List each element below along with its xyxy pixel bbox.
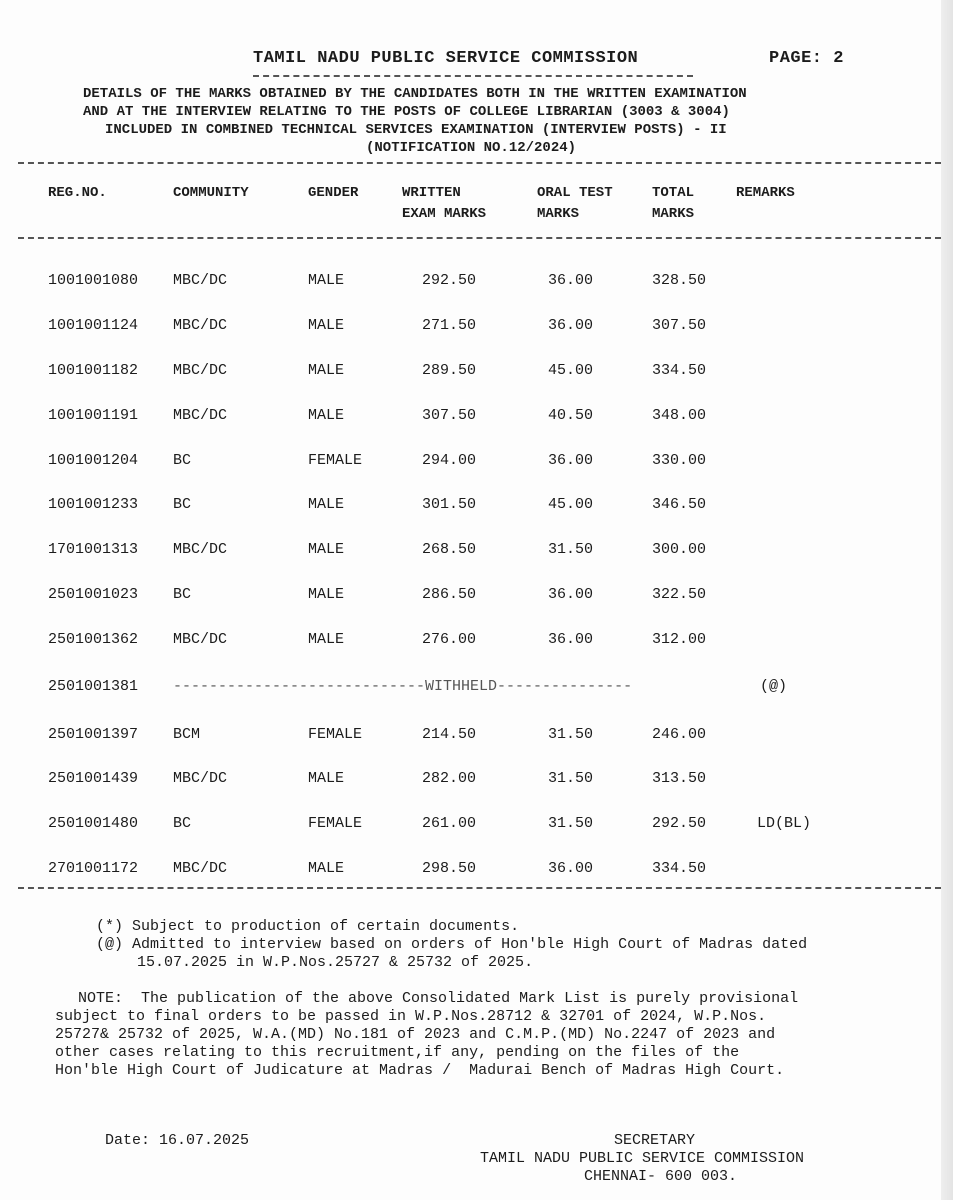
- gender: MALE: [308, 317, 345, 334]
- community: MBC/DC: [173, 631, 228, 648]
- oral-marks: 40.50: [548, 407, 594, 424]
- description-line-2: AND AT THE INTERVIEW RELATING TO THE POSTS OF COLLEGE LIBRARIAN (3003 & 3004): [83, 104, 730, 120]
- gender: MALE: [308, 407, 345, 424]
- date: Date: 16.07.2025: [105, 1132, 250, 1149]
- community: MBC/DC: [173, 317, 228, 334]
- col-header-total: TOTAL: [652, 185, 695, 201]
- community: BC: [173, 496, 192, 513]
- total-marks: 328.50: [652, 272, 707, 289]
- signatory-org: TAMIL NADU PUBLIC SERVICE COMMISSION: [480, 1150, 805, 1167]
- written-marks: 271.50: [422, 317, 477, 334]
- reg-no: 1001001191: [48, 407, 139, 424]
- col-header-total-2: MARKS: [652, 206, 695, 222]
- community: BC: [173, 586, 192, 603]
- written-marks: 261.00: [422, 815, 477, 832]
- col-header-reg-no: REG.NO.: [48, 185, 107, 201]
- written-marks: 298.50: [422, 860, 477, 877]
- note-line-5: Hon'ble High Court of Judicature at Madras / Madurai Bench of Madras High Court.: [55, 1062, 785, 1079]
- oral-marks: 36.00: [548, 860, 594, 877]
- reg-no: 2501001397: [48, 726, 139, 743]
- gender: MALE: [308, 272, 345, 289]
- community: MBC/DC: [173, 541, 228, 558]
- col-header-oral: ORAL TEST: [537, 185, 613, 201]
- reg-no: 2701001172: [48, 860, 139, 877]
- divider-bottom: [18, 887, 941, 889]
- oral-marks: 31.50: [548, 726, 594, 743]
- gender: MALE: [308, 362, 345, 379]
- col-header-remarks: REMARKS: [736, 185, 795, 201]
- note-line-1: NOTE: The publication of the above Consolidated Mark List is purely provisional: [78, 990, 799, 1007]
- remarks: LD(BL): [757, 815, 812, 832]
- total-marks: 307.50: [652, 317, 707, 334]
- oral-marks: 36.00: [548, 452, 594, 469]
- total-marks: 348.00: [652, 407, 707, 424]
- community: BC: [173, 815, 192, 832]
- total-marks: 292.50: [652, 815, 707, 832]
- description-line-3: INCLUDED IN COMBINED TECHNICAL SERVICES EXAMINATION (INTERVIEW POSTS) - II: [105, 122, 727, 138]
- oral-marks: 31.50: [548, 815, 594, 832]
- total-marks: 322.50: [652, 586, 707, 603]
- written-marks: 268.50: [422, 541, 477, 558]
- community: BC: [173, 452, 192, 469]
- note-line-4: other cases relating to this recruitment,if any, pending on the files of the: [55, 1044, 740, 1061]
- written-marks: 276.00: [422, 631, 477, 648]
- page-edge: [941, 0, 953, 1200]
- col-header-oral-2: MARKS: [537, 206, 580, 222]
- notification-line: (NOTIFICATION NO.12/2024): [366, 140, 577, 156]
- total-marks: 346.50: [652, 496, 707, 513]
- divider-top: [18, 162, 941, 164]
- note-line-3: 25727& 25732 of 2025, W.A.(MD) No.181 of 2023 and C.M.P.(MD) No.2247 of 2023 and: [55, 1026, 776, 1043]
- reg-no: 1701001313: [48, 541, 139, 558]
- reg-no: 2501001439: [48, 770, 139, 787]
- written-marks: 294.00: [422, 452, 477, 469]
- gender: MALE: [308, 496, 345, 513]
- org-title: TAMIL NADU PUBLIC SERVICE COMMISSION: [253, 49, 639, 68]
- total-marks: 313.50: [652, 770, 707, 787]
- title-underline: [253, 75, 693, 77]
- gender: MALE: [308, 541, 345, 558]
- oral-marks: 36.00: [548, 631, 594, 648]
- gender: FEMALE: [308, 815, 363, 832]
- reg-no: 1001001124: [48, 317, 139, 334]
- signatory-title: SECRETARY: [614, 1132, 696, 1149]
- total-marks: 300.00: [652, 541, 707, 558]
- written-marks: 292.50: [422, 272, 477, 289]
- community: MBC/DC: [173, 860, 228, 877]
- withheld-marker: ----------------------------WITHHELD---------------: [173, 678, 633, 695]
- written-marks: 301.50: [422, 496, 477, 513]
- reg-no: 2501001362: [48, 631, 139, 648]
- written-marks: 214.50: [422, 726, 477, 743]
- total-marks: 334.50: [652, 362, 707, 379]
- oral-marks: 45.00: [548, 496, 594, 513]
- gender: MALE: [308, 770, 345, 787]
- col-header-community: COMMUNITY: [173, 185, 249, 201]
- reg-no: 2501001381: [48, 678, 139, 695]
- gender: MALE: [308, 586, 345, 603]
- gender: FEMALE: [308, 726, 363, 743]
- note-line-2: subject to final orders to be passed in W.P.Nos.28712 & 32701 of 2024, W.P.Nos.: [55, 1008, 767, 1025]
- divider-header: [18, 237, 941, 239]
- oral-marks: 36.00: [548, 586, 594, 603]
- reg-no: 2501001023: [48, 586, 139, 603]
- oral-marks: 36.00: [548, 272, 594, 289]
- signatory-address: CHENNAI- 600 003.: [584, 1168, 738, 1185]
- footnote-at-continued: 15.07.2025 in W.P.Nos.25727 & 25732 of 2025.: [137, 954, 534, 971]
- community: MBC/DC: [173, 272, 228, 289]
- written-marks: 286.50: [422, 586, 477, 603]
- gender: FEMALE: [308, 452, 363, 469]
- total-marks: 330.00: [652, 452, 707, 469]
- gender: MALE: [308, 631, 345, 648]
- footnote-star: (*) Subject to production of certain documents.: [96, 918, 520, 935]
- col-header-written: WRITTEN: [402, 185, 461, 201]
- total-marks: 334.50: [652, 860, 707, 877]
- total-marks: 246.00: [652, 726, 707, 743]
- reg-no: 1001001204: [48, 452, 139, 469]
- page-number: PAGE: 2: [769, 49, 844, 68]
- remarks: (@): [760, 678, 788, 695]
- reg-no: 1001001182: [48, 362, 139, 379]
- description-line-1: DETAILS OF THE MARKS OBTAINED BY THE CANDIDATES BOTH IN THE WRITTEN EXAMINATION: [83, 86, 747, 102]
- community: MBC/DC: [173, 770, 228, 787]
- reg-no: 1001001080: [48, 272, 139, 289]
- community: MBC/DC: [173, 407, 228, 424]
- col-header-written-2: EXAM MARKS: [402, 206, 487, 222]
- community: BCM: [173, 726, 201, 743]
- total-marks: 312.00: [652, 631, 707, 648]
- reg-no: 2501001480: [48, 815, 139, 832]
- gender: MALE: [308, 860, 345, 877]
- col-header-gender: GENDER: [308, 185, 359, 201]
- reg-no: 1001001233: [48, 496, 139, 513]
- oral-marks: 36.00: [548, 317, 594, 334]
- community: MBC/DC: [173, 362, 228, 379]
- oral-marks: 31.50: [548, 541, 594, 558]
- oral-marks: 31.50: [548, 770, 594, 787]
- written-marks: 307.50: [422, 407, 477, 424]
- footnote-at: (@) Admitted to interview based on orders of Hon'ble High Court of Madras dated: [96, 936, 808, 953]
- oral-marks: 45.00: [548, 362, 594, 379]
- written-marks: 282.00: [422, 770, 477, 787]
- written-marks: 289.50: [422, 362, 477, 379]
